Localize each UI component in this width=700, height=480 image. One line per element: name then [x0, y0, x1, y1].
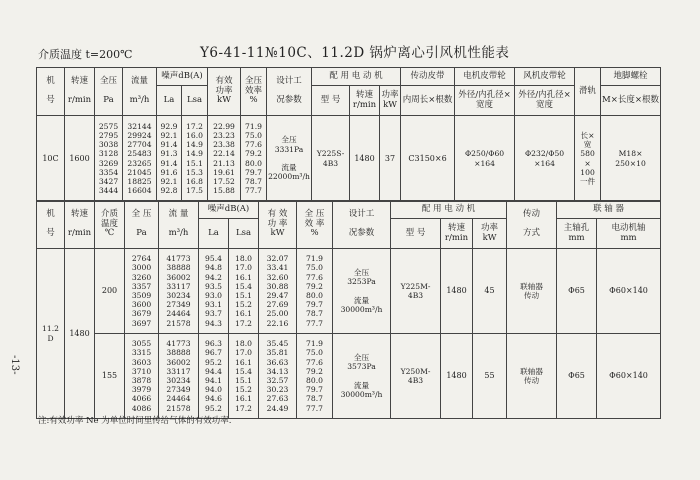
design-cell: 全压 3253Pa 流量 30000m³/h [333, 249, 391, 334]
flow-header: 流 量 m³/h [159, 201, 199, 249]
belt-subheader: 内周长×根数 [401, 86, 455, 116]
motor-shaft-cell: Φ60×140 [597, 334, 661, 419]
motor-speed-cell: 1480 [441, 249, 473, 334]
motor-shaft-header: 电动机轴 mm [597, 219, 661, 249]
design-header: 设计工 况参数 [333, 201, 391, 249]
power-header: 有 效 功 率 kW [259, 201, 297, 249]
bolt-header: 地脚螺栓 [601, 68, 661, 86]
fan-pulley-header: 风机皮带轮 [515, 68, 575, 86]
motor-power-cell: 55 [473, 334, 507, 419]
la-header: La [157, 86, 182, 116]
motor-speed-header: 转速 r/min [441, 219, 473, 249]
efficiency-cell: 71.9 75.0 77.6 79.2 80.0 79.7 78.7 77.7 [297, 334, 333, 419]
efficiency-cell: 71.9 75.0 77.6 79.2 80.0 79.7 78.7 77.7 [297, 249, 333, 334]
table-row [37, 249, 661, 334]
motor-header: 配 用 电 动 机 [391, 201, 507, 219]
efficiency-header: 全压 效率 % [241, 68, 267, 116]
motor-speed-header: 转速 r/min [350, 86, 380, 116]
pressure-header: 全 压 Pa [125, 201, 159, 249]
page-title: Y6-41-11№10C、11.2D 锅炉离心引风机性能表 [200, 45, 510, 61]
motor-pulley-header: 电机皮带轮 [455, 68, 515, 86]
motor-model-header: 型 号 [391, 219, 441, 249]
design-header: 设计工 况参数 [267, 68, 312, 116]
pressure-header: 全压 Pa [95, 68, 123, 116]
power-cell: 35.45 35.81 36.63 34.13 32.57 30.23 27.63 24.49 [259, 334, 297, 419]
table-row [37, 116, 661, 202]
bolt-cell: M18× 250×10 [601, 116, 661, 202]
noise-header: 噪声dB(A) [199, 201, 259, 219]
lsa-cell: 18.0 17.0 16.1 15.4 15.1 15.2 16.1 17.2 [229, 334, 259, 419]
speed-header: 转速 r/min [65, 201, 95, 249]
efficiency-cell: 71.9 75.0 77.6 79.2 80.0 79.7 78.7 77.7 [241, 116, 267, 202]
la-header: La [199, 219, 229, 249]
motor-power-header: 功率 kW [380, 86, 401, 116]
lsa-header: Lsa [229, 219, 259, 249]
temperature-cell: 200 [95, 249, 125, 334]
speed-cell: 1480 [65, 249, 95, 419]
la-cell: 95.4 94.8 94.2 93.5 93.0 93.1 93.7 94.3 [199, 249, 229, 334]
efficiency-header: 全 压 效 率 % [297, 201, 333, 249]
motor-model-header: 型 号 [312, 86, 350, 116]
temperature-header: 介质 温度 ℃ [95, 201, 125, 249]
page-number: -13- [9, 355, 20, 375]
pressure-cell: 3055 3315 3603 3710 3878 3979 4066 4086 [125, 334, 159, 419]
power-header: 有效 功率 kW [208, 68, 241, 116]
power-cell: 32.07 33.41 32.60 30.88 29.47 27.69 25.00 22.16 [259, 249, 297, 334]
rail-header: 滑轨 [575, 68, 601, 116]
noise-header: 噪声dB(A) [157, 68, 208, 86]
design-cell: 全压 3331Pa 流量 22000m³/h [267, 116, 312, 202]
model-cell: 10C [37, 116, 65, 202]
table-row [37, 334, 661, 419]
la-cell: 96.3 96.7 95.2 94.4 94.1 94.0 94.6 95.2 [199, 334, 229, 419]
bolt-subheader: M×长度×根数 [601, 86, 661, 116]
flow-cell: 41773 38888 36002 33117 30234 27349 24464 21578 [159, 249, 199, 334]
performance-table-10c [36, 67, 661, 202]
model-cell: 11.2 D [37, 249, 65, 419]
belt-cell: C3150×6 [401, 116, 455, 202]
lsa-cell: 18.0 17.0 16.1 15.4 15.1 15.2 16.1 17.2 [229, 249, 259, 334]
drive-cell: 联轴器 传动 [507, 249, 557, 334]
belt-header: 传动皮带 [401, 68, 455, 86]
speed-header: 转速 r/min [65, 68, 95, 116]
motor-pulley-cell: Φ250/Φ60 ×164 [455, 116, 515, 202]
medium-temperature-note: 介质温度 t=200℃ [38, 48, 133, 61]
coupling-header: 联 轴 器 [557, 201, 661, 219]
pressure-cell: 2575 2795 3038 3128 3269 3354 3427 3444 [95, 116, 123, 202]
model-header: 机 号 [37, 68, 65, 116]
fan-pulley-subheader: 外径/内孔径×宽度 [515, 86, 575, 116]
flow-header: 流量 m³/h [123, 68, 157, 116]
shaft-hole-header: 主轴孔 mm [557, 219, 597, 249]
lsa-cell: 17.2 16.0 14.9 14.9 15.1 15.3 16.8 17.5 [182, 116, 208, 202]
drive-header: 传动 方式 [507, 201, 557, 249]
motor-model-cell: Y250M- 4B3 [391, 334, 441, 419]
rail-cell: 长× 宽 580 × 100 一件 [575, 116, 601, 202]
la-cell: 92.9 92.1 91.4 91.3 91.4 91.6 92.1 92.8 [157, 116, 182, 202]
power-cell: 22.99 23.23 23.38 22.14 21.13 19.61 17.52 15.88 [208, 116, 241, 202]
motor-power-header: 功率 kW [473, 219, 507, 249]
flow-cell: 41773 38888 36002 33117 30234 27349 24464 21578 [159, 334, 199, 419]
shaft-hole-cell: Φ65 [557, 249, 597, 334]
motor-speed-cell: 1480 [441, 334, 473, 419]
motor-speed-cell: 1480 [350, 116, 380, 202]
drive-cell: 联轴器 传动 [507, 334, 557, 419]
performance-table-11-2d [36, 200, 661, 419]
pressure-cell: 2764 3000 3260 3357 3509 3600 3679 3697 [125, 249, 159, 334]
fan-pulley-cell: Φ232/Φ50 ×164 [515, 116, 575, 202]
speed-cell: 1600 [65, 116, 95, 202]
model-header: 机 号 [37, 201, 65, 249]
temperature-cell: 155 [95, 334, 125, 419]
motor-power-cell: 37 [380, 116, 401, 202]
footnote: 注:有效功率 Ne 为单位时间里传给气体的有效功率. [38, 416, 232, 426]
motor-model-cell: Y225M- 4B3 [391, 249, 441, 334]
motor-model-cell: Y225S- 4B3 [312, 116, 350, 202]
motor-shaft-cell: Φ60×140 [597, 249, 661, 334]
motor-pulley-subheader: 外径/内孔径×宽度 [455, 86, 515, 116]
flow-cell: 32144 29924 27704 25483 23265 21045 18825 16604 [123, 116, 157, 202]
motor-header: 配 用 电 动 机 [312, 68, 401, 86]
shaft-hole-cell: Φ65 [557, 334, 597, 419]
motor-power-cell: 45 [473, 249, 507, 334]
design-cell: 全压 3573Pa 流量 30000m³/h [333, 334, 391, 419]
lsa-header: Lsa [182, 86, 208, 116]
